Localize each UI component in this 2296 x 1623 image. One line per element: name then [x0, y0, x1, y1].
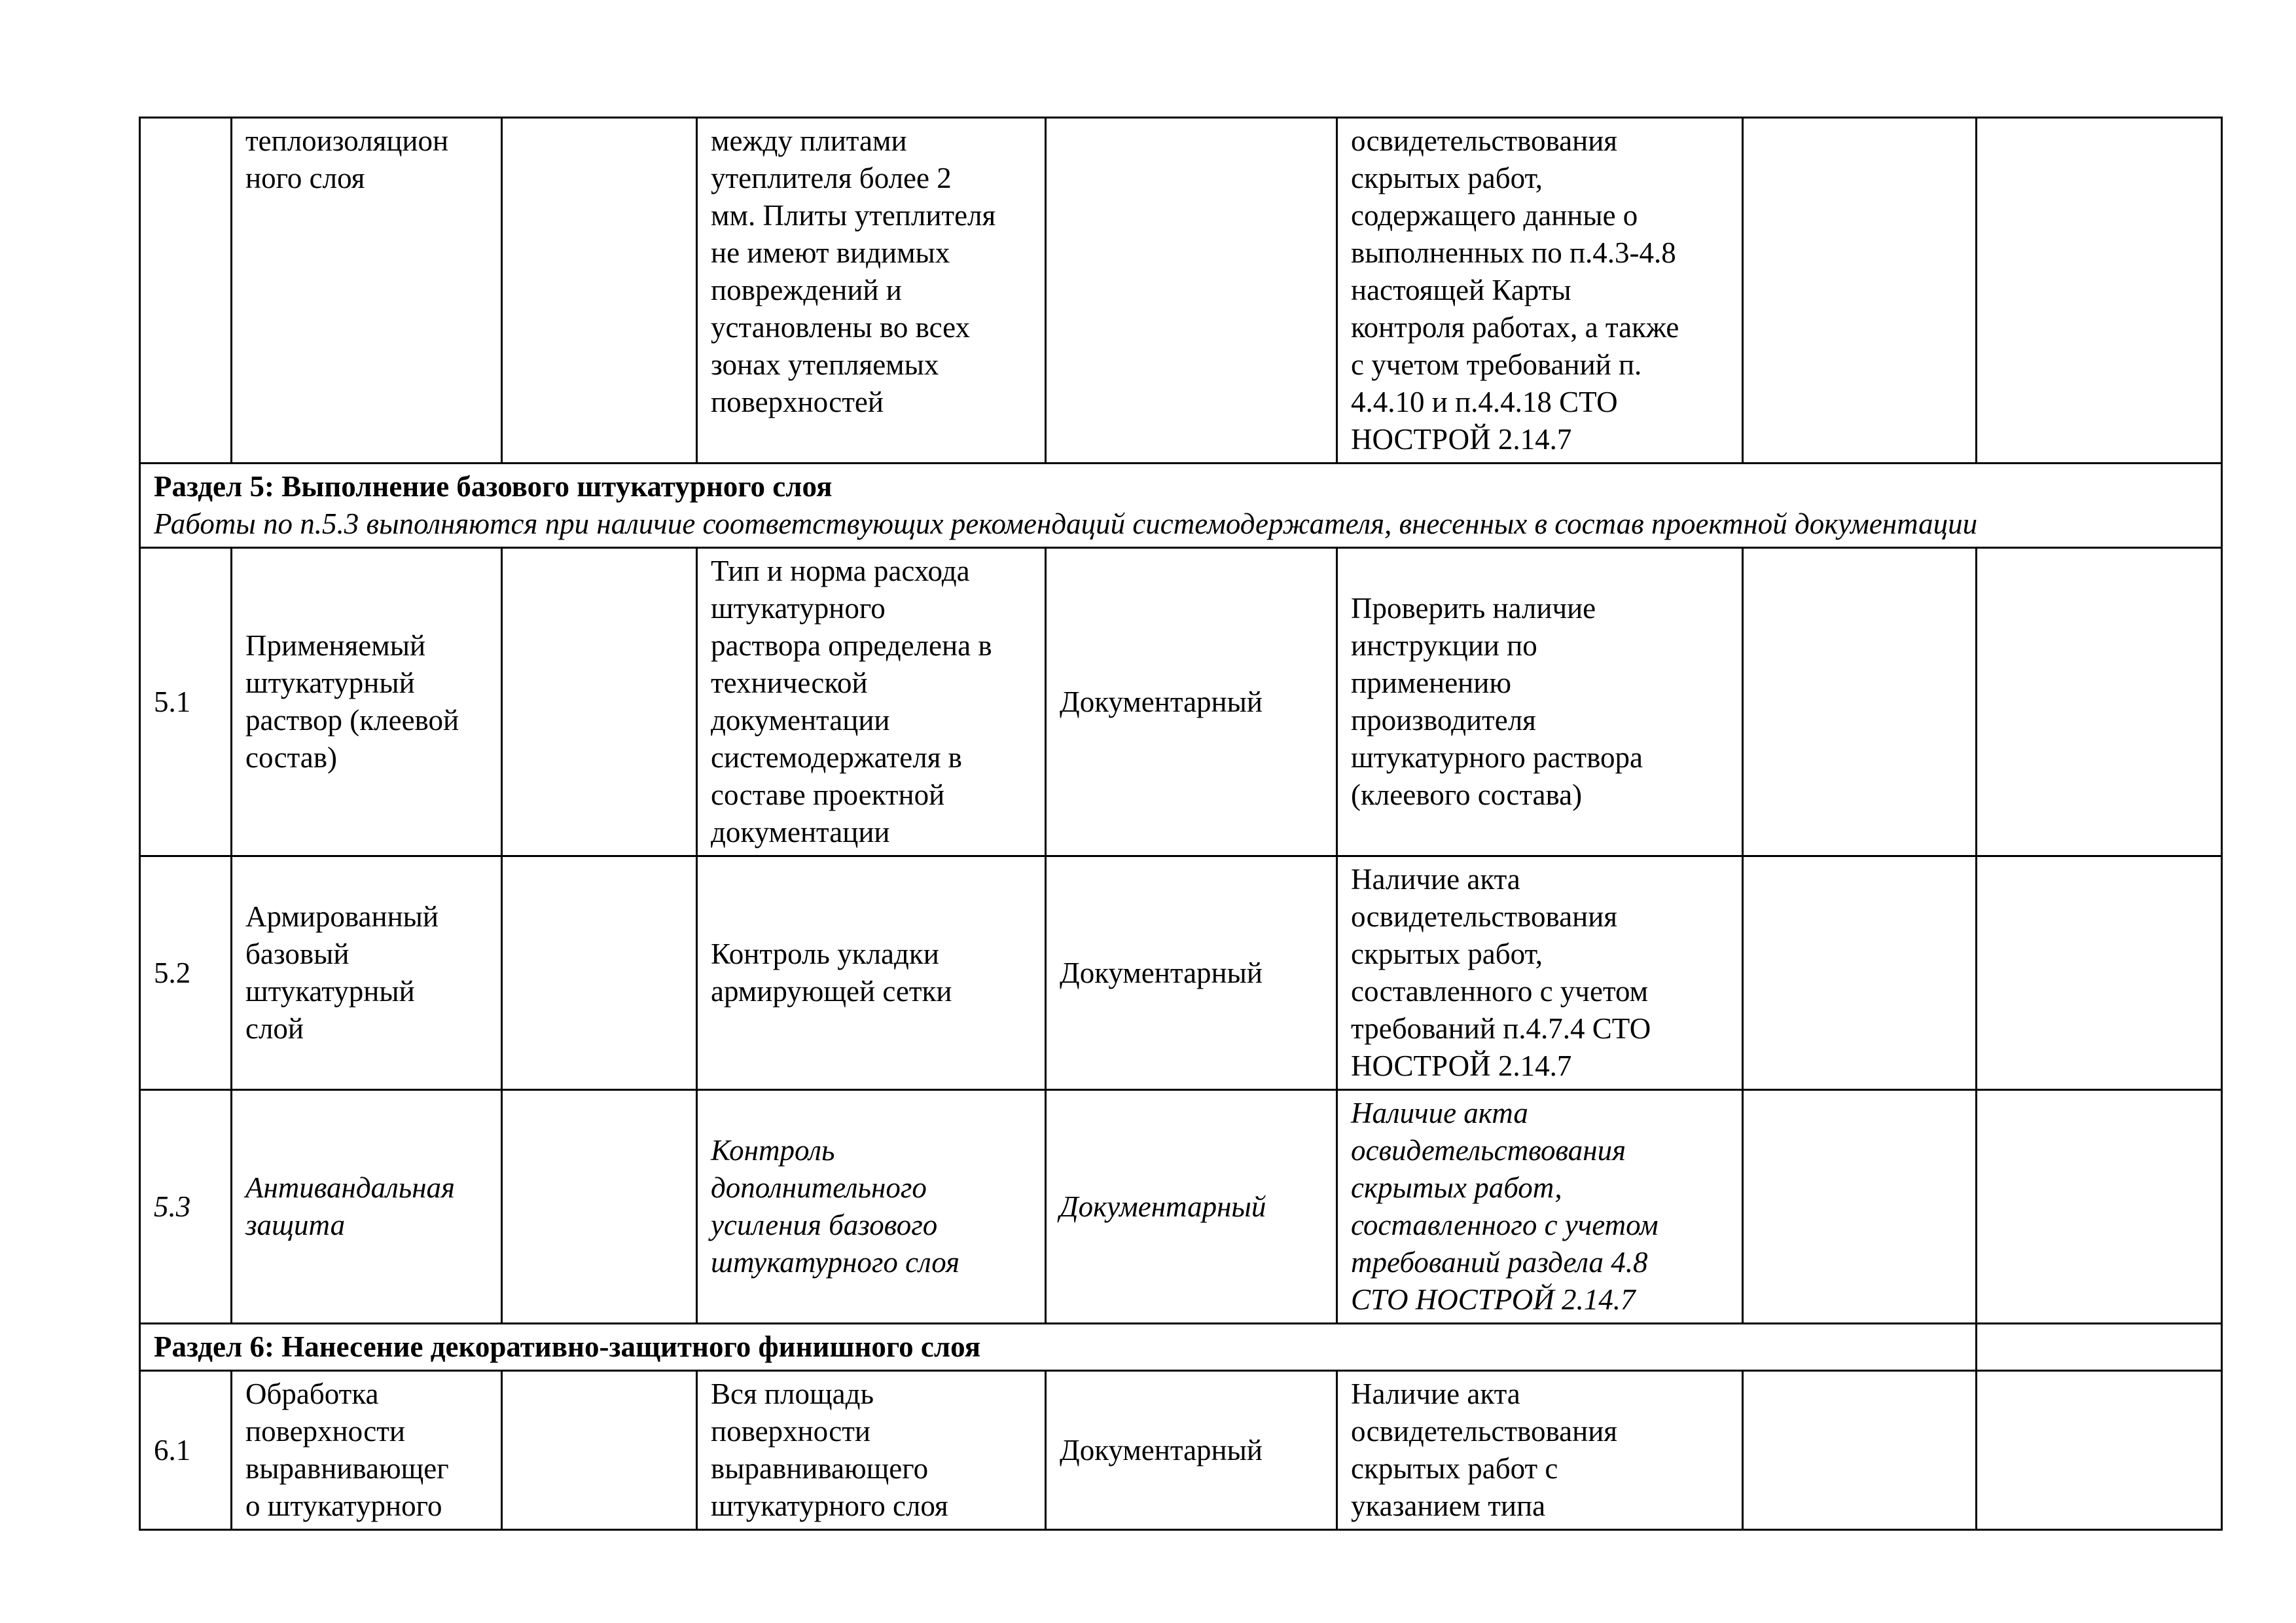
- cell-empty: [502, 856, 697, 1090]
- text-line: документации: [711, 704, 890, 737]
- cell-requirement: [697, 118, 1046, 464]
- text-line: установлены во всех: [711, 311, 970, 344]
- cell-requirement: [697, 1090, 1046, 1324]
- cell-empty: [502, 1371, 697, 1530]
- cell-name: [232, 1371, 502, 1530]
- text-line: штукатурный: [245, 975, 415, 1008]
- table-row-5-2: [140, 856, 2222, 1090]
- text-line: составленного с учетом: [1351, 975, 1649, 1008]
- cell-method: Документарный: [1046, 856, 1337, 1090]
- cell-num: 5.2: [140, 856, 232, 1090]
- cell-empty: [1977, 548, 2222, 856]
- text-line: мм. Плиты утеплителя: [711, 199, 996, 232]
- text-line: состав): [245, 741, 337, 774]
- text-line: Наличие акта: [1351, 863, 1520, 896]
- text-line: контроля работах, а также: [1351, 311, 1679, 344]
- cell-method: Документарный: [1046, 1090, 1337, 1324]
- cell-procedure: [1337, 548, 1743, 856]
- cell-num: 6.1: [140, 1371, 232, 1530]
- text-line: теплоизоляцион: [245, 124, 449, 157]
- text-line: штукатурного раствора: [1351, 741, 1643, 774]
- text-line: Антивандальная: [245, 1171, 455, 1204]
- text-line: системодержателя в: [711, 741, 962, 774]
- cell-empty: [1743, 856, 1977, 1090]
- text-line: содержащего данные о: [1351, 199, 1638, 232]
- text-line: утеплителя более 2: [711, 162, 952, 194]
- text-line: освидетельствования: [1351, 900, 1617, 933]
- cell-empty: [1743, 1090, 1977, 1324]
- cell-procedure: [1337, 856, 1743, 1090]
- text-line: штукатурный: [245, 666, 415, 699]
- cell-num: 5.3: [140, 1090, 232, 1324]
- table-row-6-1: [140, 1371, 2222, 1530]
- text-line: Вся площадь: [711, 1377, 874, 1410]
- cell-requirement: [697, 548, 1046, 856]
- section-5-header: [140, 464, 2222, 548]
- text-line: инструкции по: [1351, 629, 1537, 662]
- table-row-5-3: [140, 1090, 2222, 1324]
- text-line: Контроль укладки: [711, 938, 939, 970]
- cell-empty: [1977, 856, 2222, 1090]
- text-line: Наличие акта: [1351, 1377, 1520, 1410]
- text-line: освидетельствования: [1351, 1415, 1617, 1448]
- text-line: дополнительного: [711, 1171, 927, 1204]
- control-map-table: [139, 117, 2223, 1531]
- text-line: (клеевого состава): [1351, 778, 1583, 811]
- section-5-title: Раздел 5: Выполнение базового штукатурного слоя: [154, 470, 833, 503]
- text-line: не имеют видимых: [711, 236, 950, 269]
- cell-name: [232, 548, 502, 856]
- text-line: с учетом требований п.: [1351, 348, 1642, 381]
- text-line: ного слоя: [245, 162, 365, 194]
- text-line: между плитами: [711, 124, 907, 157]
- text-line: документации: [711, 816, 890, 848]
- text-line: СТО НОСТРОЙ 2.14.7: [1351, 1283, 1636, 1316]
- cell-name: [232, 1090, 502, 1324]
- text-line: НОСТРОЙ 2.14.7: [1351, 423, 1572, 456]
- text-line: повреждений и: [711, 274, 902, 306]
- cell-empty: [1743, 118, 1977, 464]
- text-line: Армированный: [245, 900, 439, 933]
- text-line: защита: [245, 1209, 346, 1241]
- text-line: применению: [1351, 666, 1511, 699]
- cell-procedure: [1337, 1090, 1743, 1324]
- text-line: Контроль: [711, 1134, 835, 1167]
- text-line: выравнивающего: [711, 1452, 929, 1485]
- cell-procedure: [1337, 118, 1743, 464]
- text-line: Проверить наличие: [1351, 592, 1596, 625]
- cell-empty: [1977, 118, 2222, 464]
- cell-empty: [502, 548, 697, 856]
- cell-num: 5.1: [140, 548, 232, 856]
- text-line: Обработка: [245, 1377, 379, 1410]
- cell-name: [232, 856, 502, 1090]
- text-line: Тип и норма расхода: [711, 555, 970, 587]
- text-line: раствор (клеевой: [245, 704, 459, 737]
- cell-empty: [502, 1090, 697, 1324]
- cell-empty: [1743, 1371, 1977, 1530]
- text-line: составе проектной: [711, 778, 945, 811]
- cell-empty: [1977, 1324, 2222, 1371]
- cell-requirement: [697, 1371, 1046, 1530]
- text-line: указанием типа: [1351, 1489, 1546, 1522]
- text-line: составленного с учетом: [1351, 1209, 1659, 1241]
- text-line: выравнивающег: [245, 1452, 449, 1485]
- cell-empty: [1977, 1371, 2222, 1530]
- text-line: поверхности: [711, 1415, 870, 1448]
- text-line: усиления базового: [711, 1209, 938, 1241]
- cell-requirement: [697, 856, 1046, 1090]
- text-line: требований раздела 4.8: [1351, 1246, 1648, 1279]
- table-row-continuation: [140, 118, 2222, 464]
- cell-name: [232, 118, 502, 464]
- text-line: скрытых работ с: [1351, 1452, 1558, 1485]
- text-line: Наличие акта: [1351, 1097, 1528, 1129]
- cell-empty: [1977, 1090, 2222, 1324]
- text-line: штукатурного слоя: [711, 1246, 960, 1279]
- text-line: о штукатурного: [245, 1489, 442, 1522]
- section-6-header: [140, 1324, 2222, 1371]
- text-line: армирующей сетки: [711, 975, 952, 1008]
- section-6-title: Раздел 6: Нанесение декоративно-защитного финишного слоя: [154, 1330, 981, 1363]
- text-line: поверхностей: [711, 386, 884, 418]
- text-line: скрытых работ,: [1351, 938, 1543, 970]
- table-row-5-1: [140, 548, 2222, 856]
- cell-num: [140, 118, 232, 464]
- section-5-cell: [140, 464, 2222, 548]
- text-line: настоящей Карты: [1351, 274, 1571, 306]
- text-line: скрытых работ,: [1351, 1171, 1562, 1204]
- text-line: базовый: [245, 938, 350, 970]
- text-line: НОСТРОЙ 2.14.7: [1351, 1049, 1572, 1082]
- text-line: требований п.4.7.4 СТО: [1351, 1012, 1651, 1045]
- text-line: зонах утепляемых: [711, 348, 939, 381]
- text-line: 4.4.10 и п.4.4.18 СТО: [1351, 386, 1618, 418]
- text-line: освидетельствования: [1351, 124, 1617, 157]
- cell-empty: [1743, 548, 1977, 856]
- text-line: поверхности: [245, 1415, 405, 1448]
- section-6-cell: [140, 1324, 1977, 1371]
- section-5-note: Работы по п.5.3 выполняются при наличие соответствующих рекомендаций системодержателя, внесенных в состав проектной документации: [154, 507, 1978, 540]
- text-line: выполненных по п.4.3-4.8: [1351, 236, 1676, 269]
- text-line: слой: [245, 1012, 304, 1045]
- text-line: производителя: [1351, 704, 1536, 737]
- text-line: освидетельствования: [1351, 1134, 1626, 1167]
- text-line: скрытых работ,: [1351, 162, 1543, 194]
- text-line: раствора определена в: [711, 629, 992, 662]
- cell-procedure: [1337, 1371, 1743, 1530]
- text-line: штукатурного: [711, 592, 886, 625]
- cell-method: Документарный: [1046, 1371, 1337, 1530]
- text-line: технической: [711, 666, 868, 699]
- cell-empty: [502, 118, 697, 464]
- text-line: штукатурного слоя: [711, 1489, 948, 1522]
- text-line: Применяемый: [245, 629, 426, 662]
- cell-method: [1046, 118, 1337, 464]
- cell-method: Документарный: [1046, 548, 1337, 856]
